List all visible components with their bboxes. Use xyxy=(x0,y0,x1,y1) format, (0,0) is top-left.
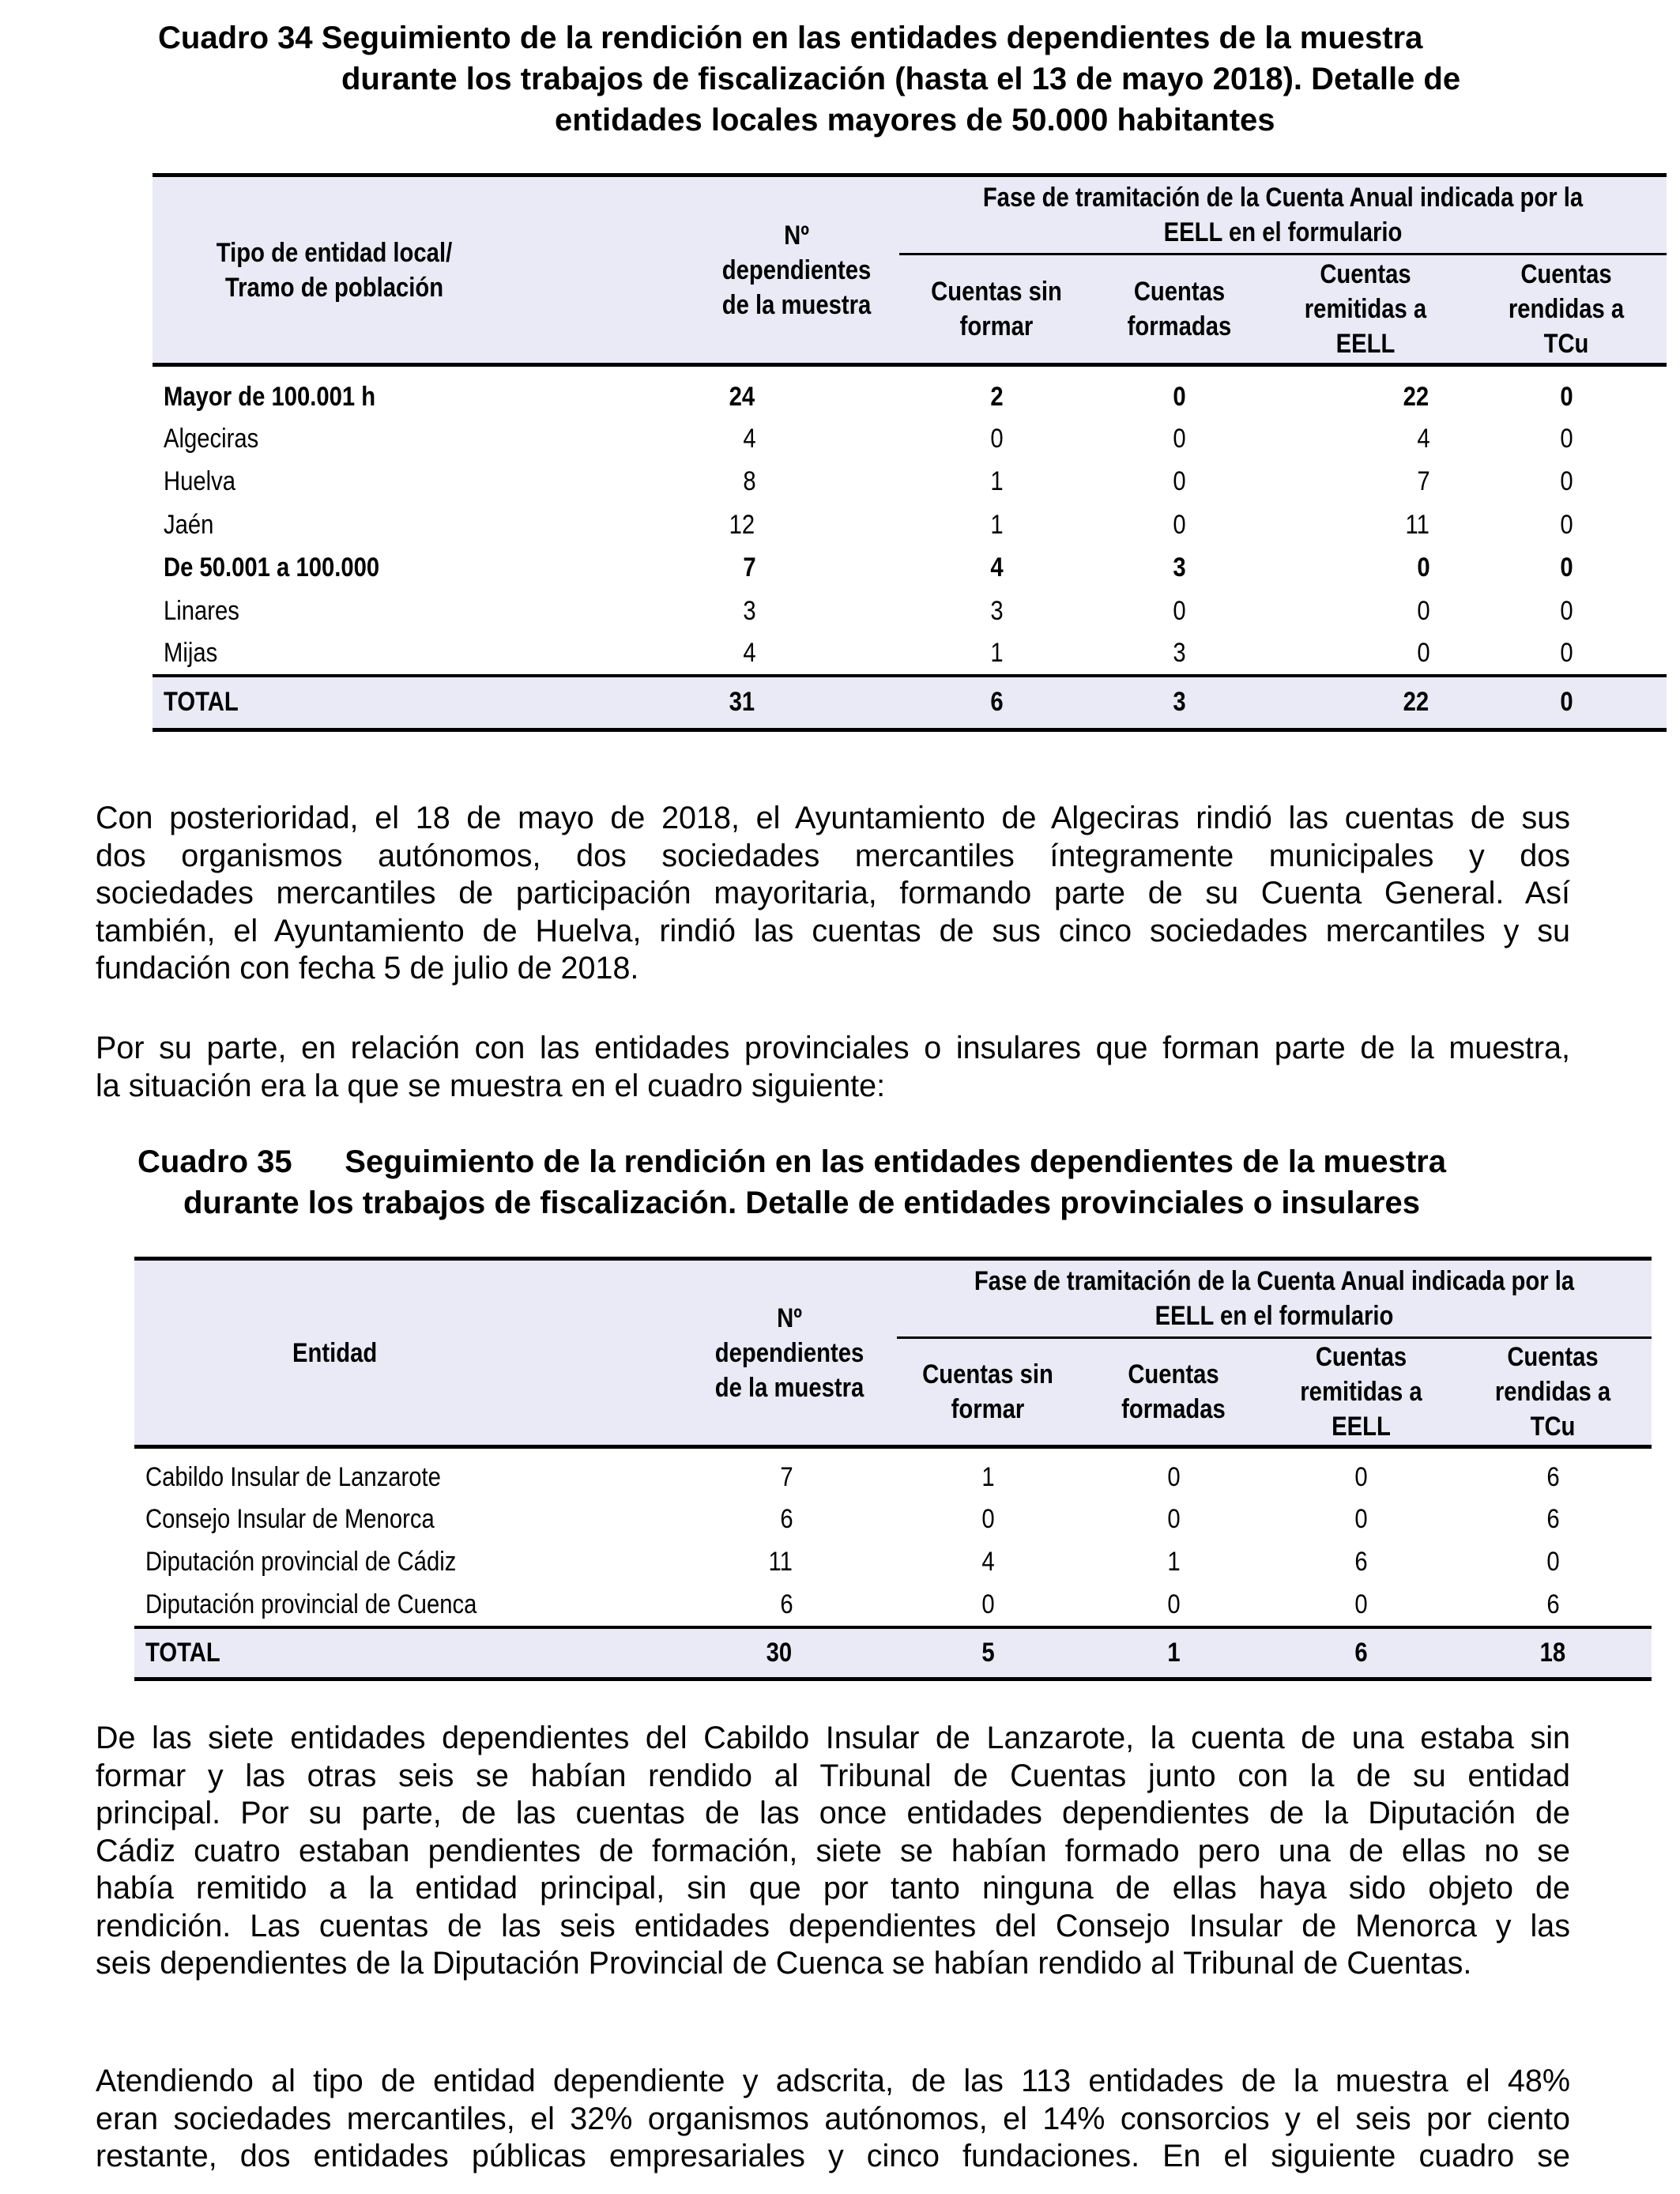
header-cuentas-rendidas: Cuentas rendidas a TCu xyxy=(1466,254,1667,365)
cell-value: 0 xyxy=(1559,509,1573,540)
cell-value: 0 xyxy=(1546,1547,1560,1578)
cell-value: 0 xyxy=(1173,466,1186,497)
table-row xyxy=(134,1447,1652,1498)
total-value: 1 xyxy=(1079,1627,1268,1679)
table-row xyxy=(153,417,1667,461)
cell-value: 0 xyxy=(1559,552,1573,583)
row-label: Diputación provincial de Cádiz xyxy=(145,1547,457,1578)
header-cuentas-sin-formar: Cuentas sin formar xyxy=(899,254,1094,365)
row-label: Mayor de 100.001 h xyxy=(164,381,376,412)
cell-value: 0 xyxy=(1354,1503,1368,1534)
cell-value: 0 xyxy=(989,423,1004,454)
row-label: Consejo Insular de Menorca xyxy=(145,1503,435,1534)
cell-value: 3 xyxy=(989,595,1004,626)
cell-value: 1 xyxy=(1166,1547,1181,1578)
total-value: 18 xyxy=(1454,1627,1652,1679)
table-row xyxy=(153,633,1667,677)
cell-value: 1 xyxy=(989,638,1004,669)
header-tipo-entidad: Tipo de entidad local/ Tramo de población xyxy=(153,175,516,365)
table-34 xyxy=(153,173,1667,732)
paragraph-line: Por su parte, en relación con las entidades provinciales o insulares que forman parte de la muestra, xyxy=(96,1031,1570,1065)
cell-value: 4 xyxy=(1417,423,1430,454)
total-value: 0 xyxy=(1466,676,1667,729)
paragraph-line: De las siete entidades dependientes del Cabildo Insular de Lanzarote, la cuenta de una estaba sin xyxy=(96,1721,1570,1755)
header-cuentas-remitidas: Cuentas remitidas a EELL xyxy=(1265,254,1466,365)
row-label: De 50.001 a 100.000 xyxy=(164,552,380,583)
caption-line: durante los trabajos de fiscalización. Detalle de entidades provinciales o insulares xyxy=(183,1186,1420,1220)
cell-value: 0 xyxy=(1354,1589,1368,1619)
cell-value: 0 xyxy=(1417,595,1430,626)
cell-value: 0 xyxy=(1173,381,1186,412)
cell-value: 0 xyxy=(1354,1461,1368,1492)
row-label: Linares xyxy=(164,595,239,626)
header-num-dependientes: Nº dependientes de la muestra xyxy=(516,175,899,365)
paragraph-line: restante, dos entidades públicas empresariales y cinco fundaciones. En el siguiente cuadro se xyxy=(96,2139,1570,2173)
paragraph-line: la situación era la que se muestra en el cuadro siguiente: xyxy=(96,1068,886,1103)
header-cuentas-sin-formar: Cuentas sin formar xyxy=(897,1338,1079,1447)
cell-value: 11 xyxy=(1405,509,1430,540)
cell-value: 3 xyxy=(1173,638,1186,669)
cell-value: 0 xyxy=(1173,423,1186,454)
cell-value: 0 xyxy=(1559,466,1573,497)
cell-value: 3 xyxy=(1173,552,1186,583)
row-label: Cabildo Insular de Lanzarote xyxy=(145,1461,441,1492)
table-row xyxy=(134,1541,1652,1585)
total-value: 31 xyxy=(516,676,899,729)
header-cuentas-remitidas: Cuentas remitidas a EELL xyxy=(1268,1338,1454,1447)
total-label: TOTAL xyxy=(153,676,516,729)
row-label: Jaén xyxy=(164,509,214,540)
total-value: 3 xyxy=(1094,676,1265,729)
cell-value: 8 xyxy=(743,466,756,497)
cell-value: 0 xyxy=(1559,381,1573,412)
table-row xyxy=(153,461,1667,504)
table-row xyxy=(134,1498,1652,1541)
cell-value: 7 xyxy=(780,1461,793,1492)
cell-value: 7 xyxy=(1417,466,1430,497)
paragraph-line: sociedades mercantiles de participación mayoritaria, formando parte de su Cuenta General. Así xyxy=(96,876,1570,910)
table-35-body xyxy=(134,1447,1652,1679)
cell-value: 0 xyxy=(1559,638,1573,669)
paragraph-line: seis dependientes de la Diputación Provincial de Cuenca se habían rendido al Tribunal de Cuentas. xyxy=(96,1946,1472,1981)
cell-value: 11 xyxy=(768,1547,793,1578)
table-row xyxy=(134,1584,1652,1627)
cell-value: 6 xyxy=(1546,1503,1560,1534)
paragraph-line: formar y las otras seis se habían rendido al Tribunal de Cuentas junto con la de su entidad xyxy=(96,1758,1570,1793)
header-entidad: Entidad xyxy=(134,1259,545,1447)
caption-line: Cuadro 35 Seguimiento de la rendición en las entidades dependientes de la muestra xyxy=(137,1144,1446,1179)
header-num-dependientes: Nº dependientes de la muestra xyxy=(545,1259,897,1447)
paragraph-line: Cádiz cuatro estaban pendientes de formación, siete se habían formado pero una de ellas no se xyxy=(96,1833,1570,1868)
table-35 xyxy=(134,1257,1652,1681)
paragraph-line: Con posterioridad, el 18 de mayo de 2018, el Ayuntamiento de Algeciras rindió las cuentas de sus xyxy=(96,801,1570,835)
paragraph-line: eran sociedades mercantiles, el 32% organismos autónomos, el 14% consorcios y el seis por ciento xyxy=(96,2101,1570,2136)
total-value: 6 xyxy=(1268,1627,1454,1679)
total-value: 22 xyxy=(1265,676,1466,729)
cell-value: 6 xyxy=(1354,1547,1368,1578)
header-fase-tramitacion: Fase de tramitación de la Cuenta Anual indicada por la EELL en el formulario xyxy=(899,175,1667,254)
header-cuentas-formadas: Cuentas formadas xyxy=(1094,254,1265,365)
paragraph-line: Atendiendo al tipo de entidad dependiente y adscrita, de las 113 entidades de la muestra el 48% xyxy=(96,2064,1570,2098)
caption-line: durante los trabajos de fiscalización (hasta el 13 de mayo 2018). Detalle de xyxy=(341,62,1461,96)
cell-value: 4 xyxy=(989,552,1004,583)
cell-value: 0 xyxy=(1166,1503,1181,1534)
caption-line: entidades locales mayores de 50.000 habitantes xyxy=(555,103,1275,138)
cell-value: 0 xyxy=(981,1589,995,1619)
total-value: 6 xyxy=(899,676,1094,729)
cell-value: 2 xyxy=(989,381,1004,412)
paragraph-line: principal. Por su parte, de las cuentas de las once entidades dependientes de la Diputación de xyxy=(96,1796,1570,1830)
cell-value: 6 xyxy=(780,1503,793,1534)
cell-value: 0 xyxy=(1417,638,1430,669)
cell-value: 1 xyxy=(981,1461,995,1492)
paragraph-line: había remitido a la entidad principal, sin que por tanto ninguna de ellas haya sido objeto de xyxy=(96,1871,1570,1906)
header-fase-tramitacion: Fase de tramitación de la Cuenta Anual indicada por la EELL en el formulario xyxy=(897,1259,1652,1338)
caption-line: Cuadro 34 Seguimiento de la rendición en las entidades dependientes de la muestra xyxy=(158,21,1423,55)
cell-value: 0 xyxy=(1166,1461,1181,1492)
paragraph-line: dos organismos autónomos, dos sociedades mercantiles íntegramente municipales y dos xyxy=(96,838,1570,873)
header-cuentas-formadas: Cuentas formadas xyxy=(1079,1338,1268,1447)
total-value: 5 xyxy=(897,1627,1079,1679)
cell-value: 6 xyxy=(1546,1589,1560,1619)
cell-value: 0 xyxy=(1166,1589,1181,1619)
paragraph-1 xyxy=(96,800,1570,988)
cell-value: 0 xyxy=(981,1503,995,1534)
table-row xyxy=(153,547,1667,590)
table-35-caption xyxy=(137,1141,1560,1223)
total-row xyxy=(153,676,1667,729)
paragraph-3 xyxy=(96,1720,1570,1983)
cell-value: 6 xyxy=(1546,1461,1560,1492)
paragraph-2 xyxy=(96,1030,1570,1105)
row-label: Mijas xyxy=(164,638,218,669)
cell-value: 1 xyxy=(989,509,1004,540)
cell-value: 12 xyxy=(729,509,755,540)
cell-value: 4 xyxy=(743,423,756,454)
row-label: Huelva xyxy=(164,466,236,497)
header-cuentas-rendidas: Cuentas rendidas a TCu xyxy=(1454,1338,1652,1447)
table-34-caption xyxy=(158,17,1549,141)
table-row xyxy=(153,503,1667,547)
cell-value: 0 xyxy=(1559,595,1573,626)
paragraph-4 xyxy=(96,2063,1570,2176)
total-value: 30 xyxy=(545,1627,897,1679)
paragraph-line: también, el Ayuntamiento de Huelva, rindió las cuentas de sus cinco sociedades mercantiles y su xyxy=(96,913,1570,948)
paragraph-line: fundación con fecha 5 de julio de 2018. xyxy=(96,951,639,986)
total-label: TOTAL xyxy=(134,1627,545,1679)
cell-value: 22 xyxy=(1403,381,1430,412)
table-row xyxy=(153,365,1667,418)
paragraph-line: rendición. Las cuentas de las seis entidades dependientes del Consejo Insular de Menorca y las xyxy=(96,1908,1570,1943)
table-row xyxy=(153,590,1667,633)
cell-value: 4 xyxy=(981,1547,995,1578)
cell-value: 0 xyxy=(1173,509,1186,540)
row-label: Algeciras xyxy=(164,423,259,454)
cell-value: 7 xyxy=(743,552,756,583)
cell-value: 0 xyxy=(1559,423,1573,454)
row-label: Diputación provincial de Cuenca xyxy=(145,1589,477,1619)
table-34-body xyxy=(153,365,1667,730)
cell-value: 6 xyxy=(780,1589,793,1619)
cell-value: 0 xyxy=(1417,552,1430,583)
cell-value: 4 xyxy=(743,638,756,669)
cell-value: 0 xyxy=(1173,595,1186,626)
total-row xyxy=(134,1627,1652,1679)
cell-value: 24 xyxy=(729,381,755,412)
cell-value: 1 xyxy=(989,466,1004,497)
cell-value: 3 xyxy=(743,595,756,626)
